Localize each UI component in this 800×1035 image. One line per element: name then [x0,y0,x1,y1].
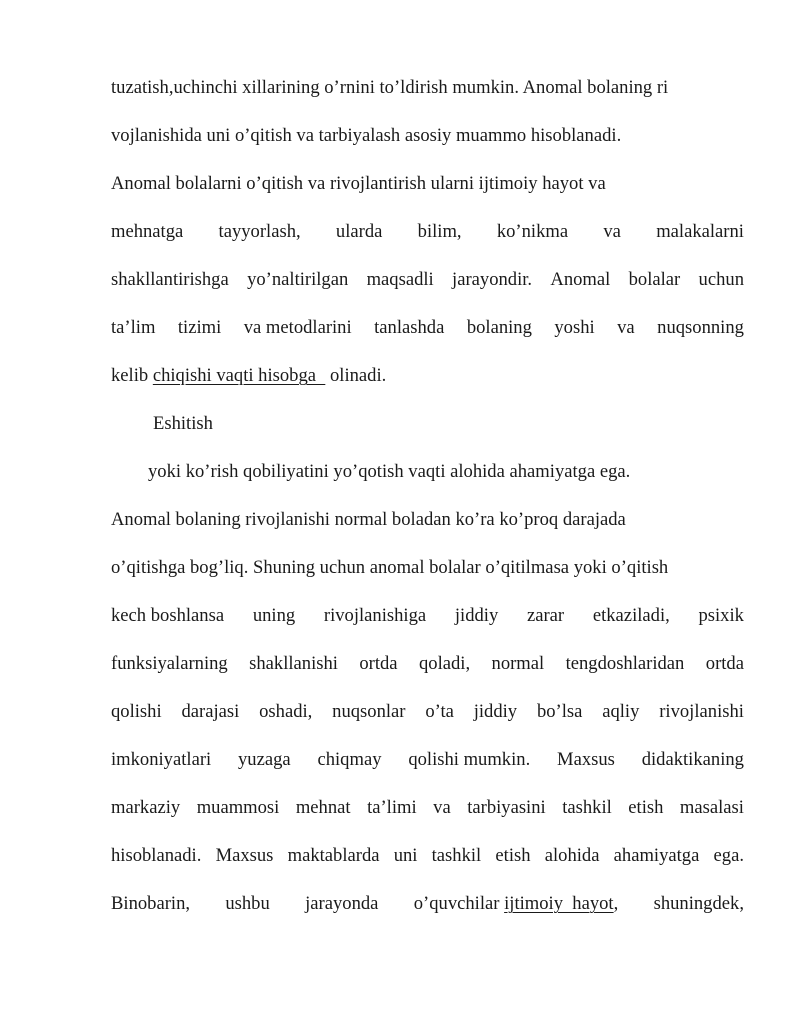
word: uchun [698,269,744,290]
word: hisoblanadi. [111,845,202,866]
word: bolalar [628,269,681,290]
word: mehnatga [111,221,184,242]
word: tashkil [562,797,612,818]
word: va [617,317,635,338]
word: bo’lsa [536,701,583,722]
paragraph-line [111,364,386,388]
paragraph-line-justified [111,604,744,628]
word: ahamiyatga [613,845,700,866]
word: alohida [544,845,600,866]
paragraph-line-justified [111,844,744,868]
word: etkaziladi, [592,605,670,626]
word: ko’nikma [496,221,569,242]
word: tizimi [177,317,222,338]
word: uning [252,605,296,626]
word: malakalarni [656,221,744,242]
word: muammosi [196,797,280,818]
word: mehnat [295,797,351,818]
paragraph-line: tuzatish,uchinchi xillarining o’rnini to’ldirish mumkin. Anomal bolaning ri [111,77,669,98]
word: Maxsus [215,845,274,866]
word: ega. [713,845,744,866]
text-run: olinadi. [325,365,387,386]
word: tashkil [431,845,482,866]
paragraph-line: Anomal bolalarni o’qitish va rivojlantirish ularni ijtimoiy hayot va [111,173,606,194]
word: tayyorlash, [218,221,301,242]
word: jarayondir. [452,269,533,290]
word: bolaning [466,317,532,338]
word: uni [393,845,418,866]
word: Maxsus [557,749,615,770]
word: yoshi [554,317,595,338]
word: shuningdek, [653,893,744,914]
word: rivojlanishi [659,701,744,722]
word: psixik [698,605,744,626]
word: ta’lim [111,317,156,338]
word: maqsadli [366,269,434,290]
word: zarar [526,605,565,626]
word: Anomal [550,269,611,290]
word: rivojlanishiga [323,605,427,626]
word: ularda [335,221,383,242]
underlined-text: chiqishi vaqti hisobga [152,365,326,386]
paragraph-line-justified [111,220,744,244]
word: qoladi, [418,653,471,674]
word: qolishi [111,701,162,722]
word: masalasi [679,797,744,818]
word: tarbiyasini [467,797,546,818]
word: qolishi mumkin. [408,749,531,770]
word: aqliy [602,701,640,722]
word: oshadi, [259,701,313,722]
word: imkoniyatlari [111,749,212,770]
word: jiddiy [454,605,499,626]
text-run: kelib [111,365,153,386]
word: etish [495,845,531,866]
paragraph-line: o’qitishga bog’liq. Shuning uchun anomal bolalar o’qitilmasa yoki o’qitish [111,557,669,578]
word: ortda [705,653,744,674]
word: maktablarda [287,845,380,866]
paragraph-line-justified [111,796,744,820]
word: yo’naltirilgan [247,269,349,290]
word: ortda [359,653,398,674]
word: jarayonda [305,893,379,914]
word: nuqsonlar [332,701,406,722]
word: ushbu [225,893,270,914]
word: shakllanishi [249,653,338,674]
word-with-underline: o’quvchilar ijtimoiy hayot, [413,893,619,914]
word: tanlashda [374,317,445,338]
word: normal [491,653,545,674]
paragraph-line-justified [111,748,744,772]
word: markaziy [111,797,181,818]
word: funksiyalarning [111,653,228,674]
word: o’ta [425,701,454,722]
word: tengdoshlaridan [565,653,685,674]
paragraph-line-justified [111,892,744,916]
word: darajasi [181,701,240,722]
paragraph-line-justified [111,652,744,676]
word: kech boshlansa [111,605,225,626]
word: nuqsonning [657,317,744,338]
word: bilim, [417,221,462,242]
underlined-text: ijtimoiy hayot [504,893,614,914]
paragraph-line: Eshitish [153,413,213,434]
word: didaktikaning [641,749,744,770]
paragraph-line-justified [111,316,744,340]
word: va [603,221,621,242]
word: jiddiy [473,701,518,722]
word: etish [628,797,664,818]
paragraph-line: Anomal bolaning rivojlanishi normal boladan ko’ra ko’proq darajada [111,509,626,530]
word: chiqmay [317,749,382,770]
word: Binobarin, [111,893,191,914]
word: va [433,797,451,818]
paragraph-line-justified [111,268,744,292]
paragraph-line: yoki ko’rish qobiliyatini yo’qotish vaqti alohida ahamiyatga ega. [148,461,631,482]
word: shakllantirishga [111,269,229,290]
word: ta’limi [367,797,417,818]
paragraph-line: vojlanishida uni o’qitish va tarbiyalash asosiy muammo hisoblanadi. [111,125,622,146]
word: yuzaga [238,749,291,770]
paragraph-line-justified [111,700,744,724]
word: va metodlarini [243,317,352,338]
